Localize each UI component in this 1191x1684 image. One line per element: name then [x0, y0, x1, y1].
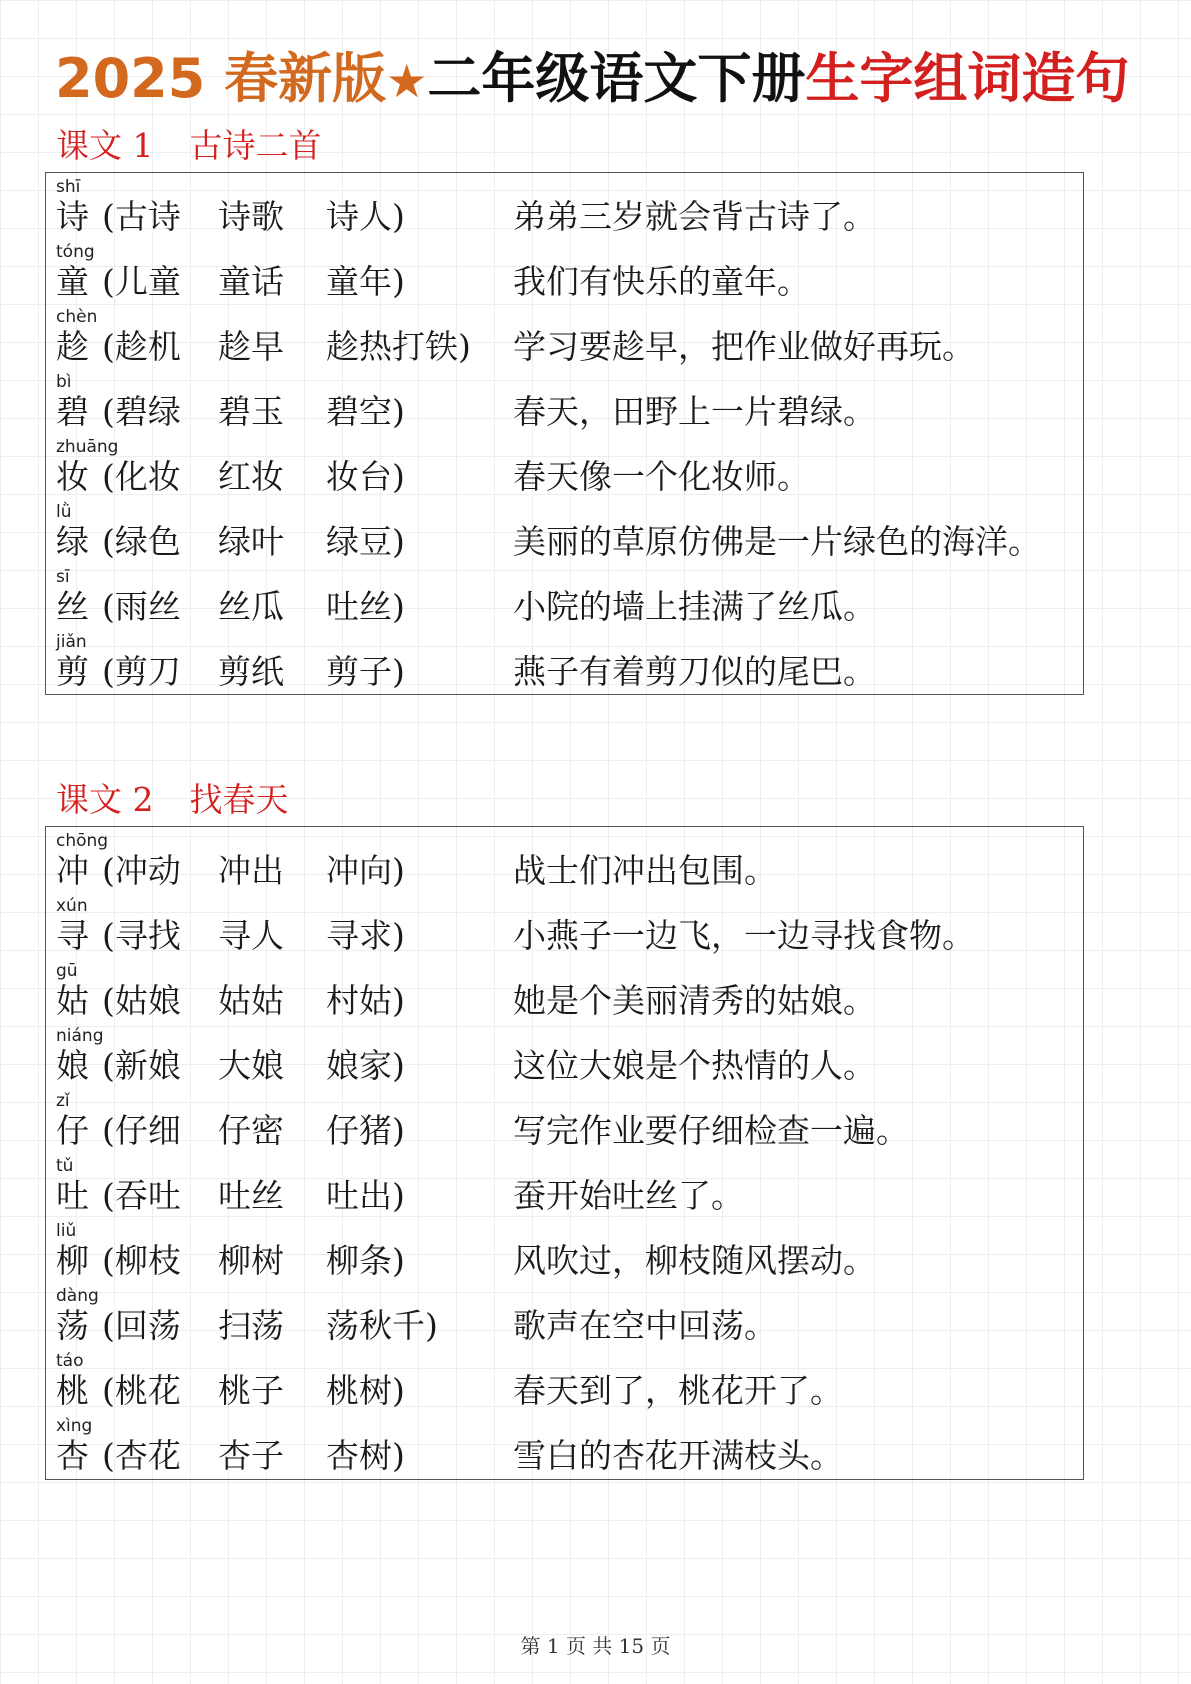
example-sentence: 美丽的草原仿佛是一片绿色的海洋。: [513, 522, 1041, 561]
word-3: 趁热打铁): [326, 327, 471, 366]
word-2: 杏子: [218, 1436, 284, 1475]
word-3: 剪子): [326, 652, 405, 691]
character: 寻: [56, 916, 89, 955]
section-heading-lesson-1: [56, 124, 322, 168]
word-3: 童年): [326, 262, 405, 301]
example-sentence: 风吹过，柳枝随风摆动。: [513, 1241, 876, 1280]
word-row: [46, 892, 1083, 962]
example-sentence: 春天到了，桃花开了。: [513, 1371, 843, 1410]
example-sentence: 我们有快乐的童年。: [513, 262, 810, 301]
word-row: [46, 498, 1083, 568]
title-year-edition: 2025 春新版: [55, 47, 387, 110]
word-3: 吐丝): [326, 587, 405, 626]
pinyin: zhuāng: [56, 437, 119, 457]
word-1: (桃花: [102, 1371, 181, 1410]
word-3: 吐出): [326, 1176, 405, 1215]
word-3: 柳条): [326, 1241, 405, 1280]
word-1: (仔细: [102, 1111, 181, 1150]
word-3: 桃树): [326, 1371, 405, 1410]
word-2: 姑姑: [218, 981, 284, 1020]
character: 娘: [56, 1046, 89, 1085]
example-sentence: 写完作业要仔细检查一遍。: [513, 1111, 909, 1150]
word-3: 娘家): [326, 1046, 405, 1085]
word-3: 诗人): [326, 197, 405, 236]
character: 吐: [56, 1176, 89, 1215]
character: 趁: [56, 327, 89, 366]
page-title: [55, 44, 1155, 116]
word-1: (儿童: [102, 262, 181, 301]
word-row: [46, 1217, 1083, 1287]
example-sentence: 学习要趁早，把作业做好再玩。: [513, 327, 975, 366]
word-1: (吞吐: [102, 1176, 181, 1215]
word-2: 趁早: [218, 327, 284, 366]
word-row: [46, 173, 1083, 243]
word-row: [46, 957, 1083, 1027]
word-1: (化妆: [102, 457, 181, 496]
word-2: 红妆: [218, 457, 284, 496]
word-2: 绿叶: [218, 522, 284, 561]
example-sentence: 歌声在空中回荡。: [513, 1306, 777, 1345]
lesson-number: 课文 1: [56, 126, 154, 165]
word-table-lesson-1: [45, 172, 1084, 695]
word-1: (雨丝: [102, 587, 181, 626]
word-2: 丝瓜: [218, 587, 284, 626]
example-sentence: 春天像一个化妆师。: [513, 457, 810, 496]
character: 仔: [56, 1111, 89, 1150]
character: 碧: [56, 392, 89, 431]
section-heading-lesson-2: [56, 778, 289, 822]
pinyin: chèn: [56, 307, 98, 327]
pinyin: xìng: [56, 1416, 93, 1436]
pinyin: bì: [56, 372, 72, 392]
pinyin: niáng: [56, 1026, 104, 1046]
word-2: 桃子: [218, 1371, 284, 1410]
pinyin: chōng: [56, 831, 109, 851]
word-1: (古诗: [102, 197, 181, 236]
pinyin: táo: [56, 1351, 84, 1371]
pinyin: zǐ: [56, 1091, 70, 1111]
lesson-name: 找春天: [189, 780, 289, 819]
character: 童: [56, 262, 89, 301]
lesson-number: 课文 2: [56, 780, 154, 819]
word-3: 仔猪): [326, 1111, 405, 1150]
character: 诗: [56, 197, 89, 236]
word-row: [46, 1282, 1083, 1352]
word-2: 碧玉: [218, 392, 284, 431]
example-sentence: 燕子有着剪刀似的尾巴。: [513, 652, 876, 691]
word-3: 冲向): [326, 851, 405, 890]
pinyin: jiǎn: [56, 632, 87, 652]
word-2: 寻人: [218, 916, 284, 955]
word-2: 吐丝: [218, 1176, 284, 1215]
word-1: (姑娘: [102, 981, 181, 1020]
word-table-lesson-2: [45, 826, 1084, 1480]
title-grade-book: 二年级语文下册: [427, 47, 806, 110]
example-sentence: 这位大娘是个热情的人。: [513, 1046, 876, 1085]
word-2: 扫荡: [218, 1306, 284, 1345]
character: 剪: [56, 652, 89, 691]
word-2: 柳树: [218, 1241, 284, 1280]
pinyin: gū: [56, 961, 78, 981]
word-row: [46, 238, 1083, 308]
word-3: 寻求): [326, 916, 405, 955]
pinyin: liǔ: [56, 1221, 77, 1241]
word-3: 杏树): [326, 1436, 405, 1475]
character: 绿: [56, 522, 89, 561]
word-row: [46, 303, 1083, 373]
word-1: (柳枝: [102, 1241, 181, 1280]
word-1: (冲动: [102, 851, 181, 890]
word-1: (剪刀: [102, 652, 181, 691]
character: 丝: [56, 587, 89, 626]
word-row: [46, 1022, 1083, 1092]
pinyin: tóng: [56, 242, 95, 262]
word-3: 绿豆): [326, 522, 405, 561]
word-1: (趁机: [102, 327, 181, 366]
example-sentence: 她是个美丽清秀的姑娘。: [513, 981, 876, 1020]
word-3: 碧空): [326, 392, 405, 431]
word-1: (新娘: [102, 1046, 181, 1085]
page-number-footer: 第 1 页 共 15 页: [520, 1634, 671, 1658]
example-sentence: 战士们冲出包围。: [513, 851, 777, 890]
word-1: (杏花: [102, 1436, 181, 1475]
example-sentence: 弟弟三岁就会背古诗了。: [513, 197, 876, 236]
character: 荡: [56, 1306, 89, 1345]
word-row: [46, 1087, 1083, 1157]
word-1: (寻找: [102, 916, 181, 955]
word-1: (绿色: [102, 522, 181, 561]
example-sentence: 蚕开始吐丝了。: [513, 1176, 744, 1215]
character: 柳: [56, 1241, 89, 1280]
word-2: 冲出: [218, 851, 284, 890]
word-2: 仔密: [218, 1111, 284, 1150]
word-row: [46, 368, 1083, 438]
character: 桃: [56, 1371, 89, 1410]
word-2: 大娘: [218, 1046, 284, 1085]
title-topic: 生字组词造句: [805, 47, 1130, 110]
word-3: 妆台): [326, 457, 405, 496]
word-row: [46, 563, 1083, 633]
character: 妆: [56, 457, 89, 496]
pinyin: shī: [56, 177, 81, 197]
example-sentence: 小院的墙上挂满了丝瓜。: [513, 587, 876, 626]
character: 姑: [56, 981, 89, 1020]
pinyin: sī: [56, 567, 70, 587]
pinyin: xún: [56, 896, 88, 916]
word-2: 童话: [218, 262, 284, 301]
star-icon: ★: [386, 54, 428, 108]
word-row: [46, 1347, 1083, 1417]
word-3: 荡秋千): [326, 1306, 438, 1345]
character: 冲: [56, 851, 89, 890]
word-row: [46, 1152, 1083, 1222]
word-2: 剪纸: [218, 652, 284, 691]
word-3: 村姑): [326, 981, 405, 1020]
word-1: (碧绿: [102, 392, 181, 431]
pinyin: lǜ: [56, 502, 72, 522]
word-row: [46, 628, 1083, 698]
lesson-name: 古诗二首: [189, 126, 322, 165]
word-row: [46, 433, 1083, 503]
word-row: [46, 1412, 1083, 1482]
example-sentence: 雪白的杏花开满枝头。: [513, 1436, 843, 1475]
pinyin: dàng: [56, 1286, 99, 1306]
pinyin: tǔ: [56, 1156, 74, 1176]
word-row: [46, 827, 1083, 897]
character: 杏: [56, 1436, 89, 1475]
example-sentence: 小燕子一边飞，一边寻找食物。: [513, 916, 975, 955]
word-1: (回荡: [102, 1306, 181, 1345]
example-sentence: 春天，田野上一片碧绿。: [513, 392, 876, 431]
word-2: 诗歌: [218, 197, 284, 236]
